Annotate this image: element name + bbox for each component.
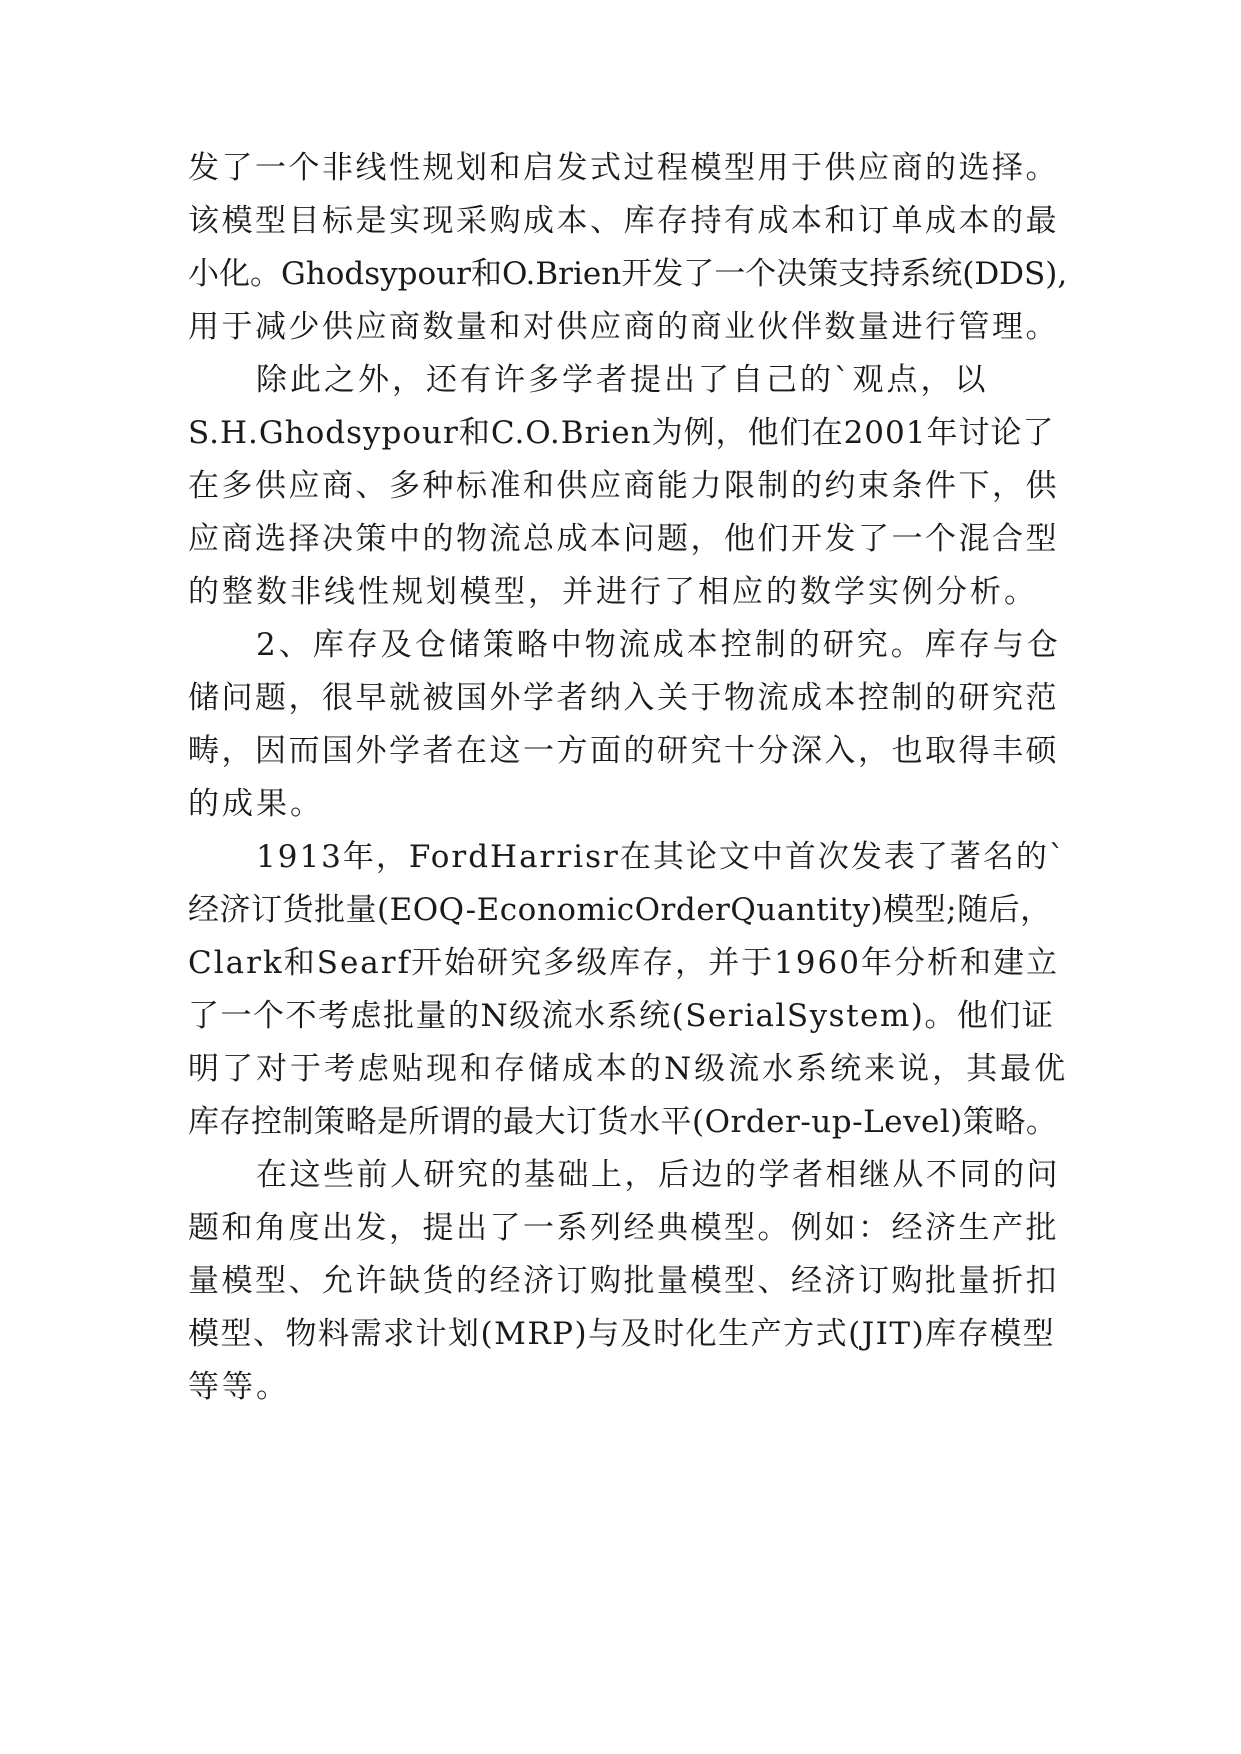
text-line: 等等。 bbox=[188, 1369, 290, 1405]
text-line: 经济订货批量(EOQ-EconomicOrderQuantity)模型;随后， bbox=[188, 892, 1052, 928]
text-line: 在多供应商、多种标准和供应商能力限制的约束条件下，供 bbox=[188, 468, 1059, 504]
text-line: 该模型目标是实现采购成本、库存持有成本和订单成本的最 bbox=[188, 203, 1059, 239]
text-line: 发了一个非线性规划和启发式过程模型用于供应商的选择。 bbox=[188, 150, 1059, 186]
text-line: 畴，因而国外学者在这一方面的研究十分深入，也取得丰硕 bbox=[188, 733, 1059, 769]
text-line: Clark和Searf开始研究多级库存，并于1960年分析和建立 bbox=[188, 945, 1059, 981]
text-line: 模型、物料需求计划(MRP)与及时化生产方式(JIT)库存模型 bbox=[188, 1316, 1056, 1352]
text-line: 量模型、允许缺货的经济订购批量模型、经济订购批量折扣 bbox=[188, 1263, 1059, 1299]
text-line: S.H.Ghodsypour和C.O.Brien为例，他们在2001年讨论了 bbox=[188, 415, 1055, 451]
text-line: 小化。Ghodsypour和O.Brien开发了一个决策支持系统(DDS), bbox=[188, 256, 1068, 292]
text-line: 了一个不考虑批量的N级流水系统(SerialSystem)。他们证 bbox=[188, 998, 1055, 1034]
paragraph-first-line: 2、库存及仓储策略中物流成本控制的研究。库存与仓 bbox=[256, 627, 1061, 663]
paragraph-first-line: 在这些前人研究的基础上，后边的学者相继从不同的问 bbox=[256, 1157, 1060, 1193]
text-line: 的成果。 bbox=[188, 786, 324, 822]
text-line: 应商选择决策中的物流总成本问题，他们开发了一个混合型 bbox=[188, 521, 1059, 557]
text-line: 的整数非线性规划模型，并进行了相应的数学实例分析。 bbox=[188, 574, 1038, 610]
text-line: 用于减少供应商数量和对供应商的商业伙伴数量进行管理。 bbox=[188, 309, 1059, 345]
text-line: 储问题，很早就被国外学者纳入关于物流成本控制的研究范 bbox=[188, 680, 1059, 716]
text-line: 库存控制策略是所谓的最大订货水平(Order-up-Level)策略。 bbox=[188, 1104, 1058, 1140]
text-line: 明了对于考虑贴现和存储成本的N级流水系统来说，其最优 bbox=[188, 1051, 1069, 1087]
paragraph-first-line: 1913年，FordHarrisr在其论文中首次发表了著名的` bbox=[256, 839, 1067, 875]
text-line: 题和角度出发，提出了一系列经典模型。例如：经济生产批 bbox=[188, 1210, 1059, 1246]
paragraph-first-line: 除此之外，还有许多学者提出了自己的`观点，以 bbox=[256, 362, 989, 398]
